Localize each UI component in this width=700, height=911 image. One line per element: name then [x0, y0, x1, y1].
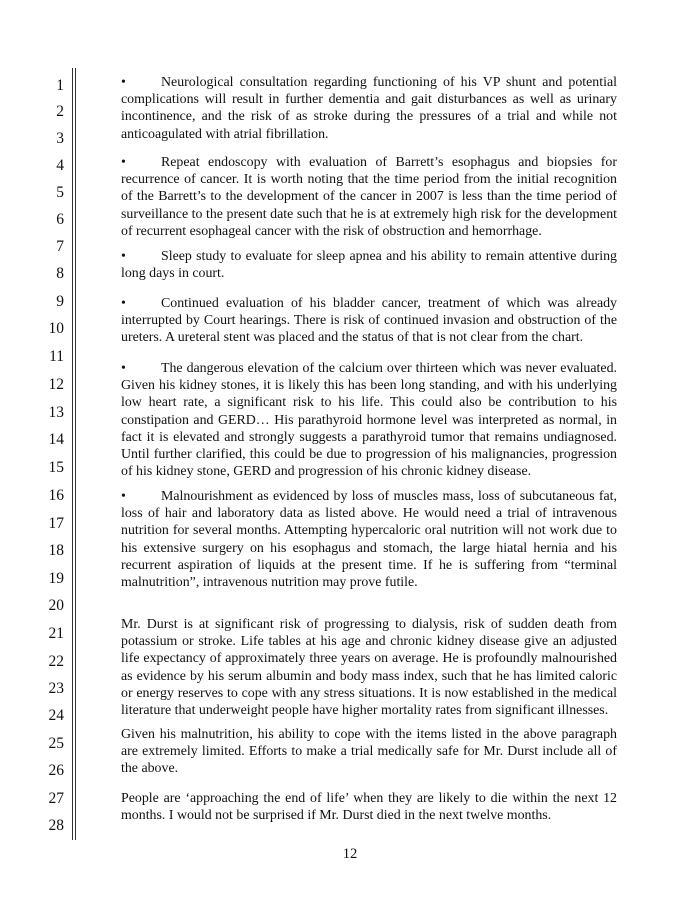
line-number: 10	[48, 320, 64, 337]
bullet-marker: •	[121, 75, 126, 90]
bullet-marker: •	[121, 249, 126, 264]
bullet-marker: •	[121, 489, 126, 504]
line-number: 9	[56, 293, 64, 310]
line-number: 8	[56, 265, 64, 282]
bullet-text: Repeat endoscopy with evaluation of Barrett’s esophagus and biopsies for recurrence of cancer. It is worth noting that the time period from the initial recognition of the Barrett’s to the development of the cancer in 2007 is less than the time period of surveillance to the present date such that he is at extremely high risk for the development of recurrent esophageal cancer with the risk of obstruction and hemorrhage.	[121, 155, 617, 239]
bullet-item	[121, 154, 617, 240]
line-number: 28	[48, 817, 64, 834]
line-number: 27	[48, 790, 64, 807]
margin-double-rule	[72, 68, 76, 840]
bullet-text: The dangerous elevation of the calcium over thirteen which was never evaluated. Given his kidney stones, it is likely this has been long standing, and with his underlying low heart rate, a significant risk to his life. This could also be contribution to his constipation and GERD… His parathyroid hormone level was interpreted as normal, in fact it is elevated and strongly suggests a parathyroid tumor that remains undiagnosed. Until further clarified, this could be due to progression of his malignancies, progression of his kidney stone, GERD and progression of his chronic kidney disease.	[121, 361, 617, 480]
bullet-item	[121, 488, 617, 591]
paragraph: Given his malnutrition, his ability to cope with the items listed in the above paragraph are extremely limited. Efforts to make a trial medically safe for Mr. Durst include all of the above.	[121, 727, 617, 777]
bullet-item	[121, 295, 617, 347]
line-number: 26	[48, 762, 64, 779]
line-number: 12	[48, 376, 64, 393]
bullet-text: Continued evaluation of his bladder cancer, treatment of which was already interrupted by Court hearings. There is risk of continued invasion and obstruction of the ureters. A ureteral stent was placed and the status of that is not clear from the chart.	[121, 296, 617, 346]
line-number: 2	[56, 103, 64, 120]
line-number: 13	[48, 404, 64, 421]
line-number: 25	[48, 735, 64, 752]
bullet-text: Malnourishment as evidenced by loss of muscles mass, loss of subcutaneous fat, loss of hair and laboratory data as listed above. He would need a trial of intravenous nutrition for several months. Attempting hypercaloric oral nutrition will not work due to his extensive surgery on his esophagus and stomach, the large hiatal hernia and his recurrent aspiration of liquids at the present time. If he is suffering from “terminal malnutrition”, intravenous nutrition may prove futile.	[121, 489, 617, 591]
line-numbers	[0, 0, 68, 911]
paragraph: People are ‘approaching the end of life’ when they are likely to die within the next 12 months. I would not be surprised if Mr. Durst died in the next twelve months.	[121, 791, 617, 824]
page-number: 12	[342, 846, 358, 862]
line-number: 17	[48, 515, 64, 532]
bullet-item	[121, 74, 617, 143]
line-number: 23	[48, 680, 64, 697]
line-number: 18	[48, 542, 64, 559]
bullet-marker: •	[121, 361, 126, 376]
paragraph: Mr. Durst is at significant risk of progressing to dialysis, risk of sudden death from potassium or stroke. Life tables at his age and chronic kidney disease give an adjusted life expectancy of approximately three years on average. He is profoundly malnourished as evidence by his serum albumin and body mass index, such that he has limited caloric or energy reserves to cope with any stress situations. It is now established in the medical literature that underweight people have higher mortality rates from significant illnesses.	[121, 617, 617, 719]
bullet-item	[121, 248, 617, 282]
bullet-marker: •	[121, 155, 126, 170]
line-number: 20	[48, 597, 64, 614]
line-number: 14	[48, 431, 64, 448]
line-number: 1	[56, 77, 64, 94]
line-number: 22	[48, 653, 64, 670]
bullet-item	[121, 360, 617, 480]
line-number: 24	[48, 707, 64, 724]
line-number: 5	[56, 184, 64, 201]
line-number: 19	[48, 570, 64, 587]
line-number: 3	[56, 130, 64, 147]
line-number: 6	[56, 211, 64, 228]
line-number: 15	[48, 459, 64, 476]
bullet-marker: •	[121, 296, 126, 311]
line-number: 21	[48, 625, 64, 642]
line-number: 4	[56, 157, 64, 174]
line-number: 11	[49, 348, 64, 365]
line-number: 7	[56, 238, 64, 255]
line-number: 16	[48, 487, 64, 504]
bullet-text: Sleep study to evaluate for sleep apnea and his ability to remain attentive during long days in court.	[121, 249, 617, 282]
bullet-text: Neurological consultation regarding functioning of his VP shunt and potential complications will result in further dementia and gait disturbances as well as urinary incontinence, and the risk of as stroke during the pressures of a trial and while not anticoagulated with atrial fibrillation.	[121, 75, 617, 142]
